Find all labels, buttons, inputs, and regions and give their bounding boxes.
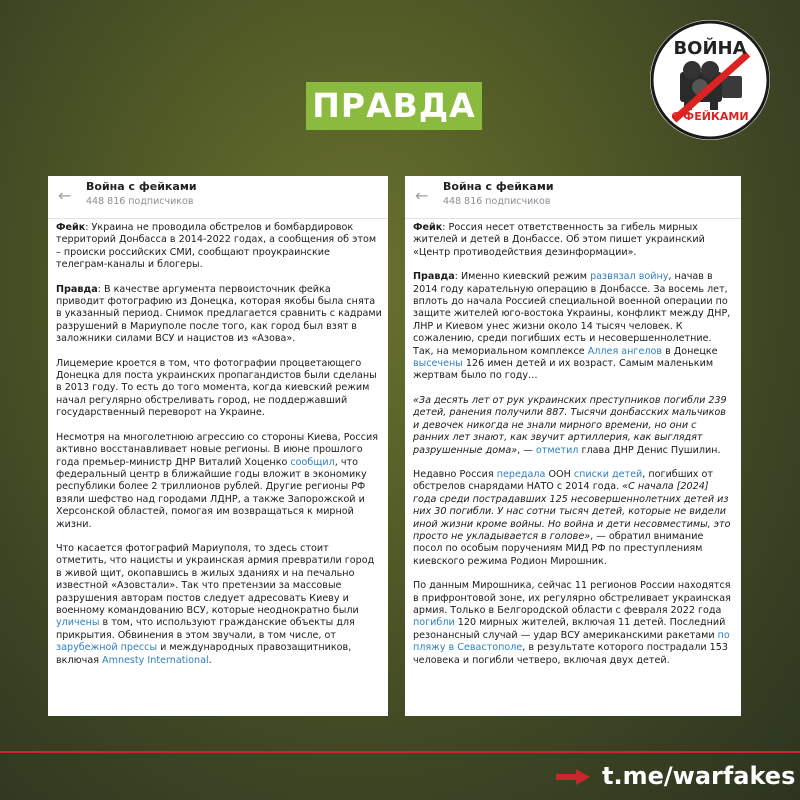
post-card-right <box>405 176 741 716</box>
text: : Украина не проводила обстрелов и бомбардировок территорий Донбасса в 2014-2022 годах, а сообщения об этом – происки российских СМИ, сообщают проукраинские телеграм-каналы и блогеры. <box>56 222 377 271</box>
war-on-fakes-logo <box>650 20 770 140</box>
post-card-left <box>48 176 388 716</box>
arrow-right-icon <box>556 769 590 785</box>
text: глава ДНР Денис Пушилин. <box>578 444 721 456</box>
channel-link[interactable]: t.me/warfakes <box>602 762 796 790</box>
subscriber-count: 448 816 подписчиков <box>443 196 551 207</box>
text: , погибших от обстрелов снарядами НАТО с 2014 года. <box>413 468 713 493</box>
fake-label: Фейк <box>56 222 86 233</box>
paragraph-fake <box>413 222 735 259</box>
text: : В качестве аргумента первоисточник фейка приводит фотографию из Донецка, которая якобы была снята в указанный период. Снимок предлагается сравнить с кадрами разрушений в Мариуполе после того, как город был взят в заложники силами ВСУ и нацистов из «Азова». <box>56 283 382 345</box>
text: , — обратил внимание посол по особым поручениям МИД РФ по преступлениям киевского режима Родион Мирошник. <box>413 530 704 567</box>
post-header <box>48 176 388 219</box>
post-body <box>413 222 735 679</box>
post-header <box>405 176 741 219</box>
paragraph <box>413 580 735 667</box>
truth-label: Правда <box>413 271 455 283</box>
text: Что касается фотографий Мариуполя, то здесь стоит отметить, что нацисты и украинская армия превратили город в живой щит, окопавшись в жилых зданиях и на печально известной «Азовстали». Так что претензии за массовые разрушения авторам постов следует адресовать Киеву и военному командованию ВСУ, которые неоднократно были <box>56 542 375 616</box>
link[interactable]: высечены <box>413 358 463 370</box>
post-body <box>56 222 382 679</box>
paragraph <box>56 432 382 531</box>
text: ООН <box>545 468 574 480</box>
quote: «С начала [2024] года среди пострадавших 125 несовершеннолетних детей из них 30 погибли. У нас сотни тысяч детей, которые не видели иной жизни кроме войны. Но война и дети несовместимы, это просто не укладывается в голове» <box>413 481 731 542</box>
text: Несмотря на многолетнюю агрессию со стороны Киева, Россия активно восстанавливает новые регионы. В июне прошлого года премьер-министр ДНР Виталий Хоценко <box>56 431 378 468</box>
text: и международных правозащитников, включая <box>56 642 352 666</box>
paragraph-truth <box>56 284 382 346</box>
footer-divider <box>0 751 800 753</box>
paragraph <box>56 543 382 667</box>
link[interactable]: погибли <box>413 617 455 629</box>
link[interactable]: по пляжу в Севастополе <box>413 629 730 654</box>
text: 126 имен детей и их возраст. Самым маленьким жертвам было по году… <box>413 358 714 382</box>
logo-top-text: ВОЙНА <box>673 38 747 59</box>
text: Недавно Россия <box>413 468 497 480</box>
paragraph-truth <box>413 271 735 383</box>
text: : Именно киевский режим <box>454 271 591 283</box>
text: По данным Мирошника, сейчас 11 регионов России находятся в прифронтовой зоне, их регулярно обстреливает украинская армия. Только в Белгородской области с февраля 2022 года <box>413 580 731 616</box>
text: в Донецке <box>662 345 718 357</box>
link[interactable]: зарубежной прессы <box>56 642 158 654</box>
link[interactable]: отметил <box>535 444 579 456</box>
paragraph <box>413 469 735 568</box>
text: : Россия несет ответственность за гибель мирных жителей и детей в Донбассе. Об этом пишет украинский «Центр противодействия дезинформации». <box>413 222 705 258</box>
link[interactable]: Аллея ангелов <box>587 345 663 357</box>
text: , что федеральный центр в ближайшие годы вложит в экономику республики более 2 триллионов рублей. Другие регионы РФ взяли шефство над городами ЛДНР, а также Запорожской и Херсонской областей, помогая им возвращаться к мирной жизни. <box>56 456 367 530</box>
back-arrow-icon[interactable]: ← <box>58 186 72 205</box>
channel-name[interactable]: Война с фейками <box>86 180 197 193</box>
text: 120 мирных жителей, включая 11 детей. Последний резонансный случай — удар ВСУ американскими ракетами <box>413 617 726 641</box>
link[interactable]: уличены <box>56 617 100 629</box>
text: , — <box>517 444 536 456</box>
text: , в результате которого пострадали 153 человека и погибли четверо, включая двух детей. <box>413 642 728 666</box>
channel-name[interactable]: Война с фейками <box>443 180 554 193</box>
link[interactable]: списки детей <box>573 468 643 480</box>
link[interactable]: передала <box>496 468 546 480</box>
text: в том, что используют гражданские объекты для прикрытия. Обвинения в этом звучали, в том числе, от <box>56 617 355 641</box>
text: . <box>208 654 212 666</box>
text: Лицемерие кроется в том, что фотографии процветающего Донецка для поста украинских пропагандистов были сделаны в 2013 году. То есть до того момента, когда киевский режим начал регулярно обстреливать город, не поддержавший государственный переворот на Украине. <box>56 357 377 419</box>
paragraph-quote <box>413 395 735 457</box>
fake-label: Фейк <box>413 222 443 233</box>
subscriber-count: 448 816 подписчиков <box>86 196 194 207</box>
link[interactable]: развязал войну <box>590 271 669 283</box>
text: , начав в 2014 году карательную операцию в Донбассе. За восемь лет, вплоть до начала Россией специальной военной операции по защите жителей юго-востока Украины, конфликт между ДНР, ЛНР и Киевом унес жизни около 14 тысяч человек. К сожалению, среди погибших есть и несовершеннолетние. Так, на мемориальном комплексе <box>413 271 731 357</box>
link[interactable]: сообщил <box>290 456 335 468</box>
paragraph-fake <box>56 222 382 272</box>
logo-bottom-text: С ФЕЙКАМИ <box>671 110 749 123</box>
truth-label: Правда <box>56 283 98 295</box>
back-arrow-icon[interactable]: ← <box>415 186 429 205</box>
paragraph <box>56 358 382 420</box>
link[interactable]: Amnesty International <box>102 654 209 666</box>
page-title: ПРАВДА <box>306 82 482 130</box>
quote: «За десять лет от рук украинских преступников погибли 239 детей, ранения получили 887. Тысячи донбасских мальчиков и девочек никогда не знали мирного времени, но они с ранних лет знают, как звучит артиллерия, как выглядят разрушенные дома» <box>413 394 727 456</box>
